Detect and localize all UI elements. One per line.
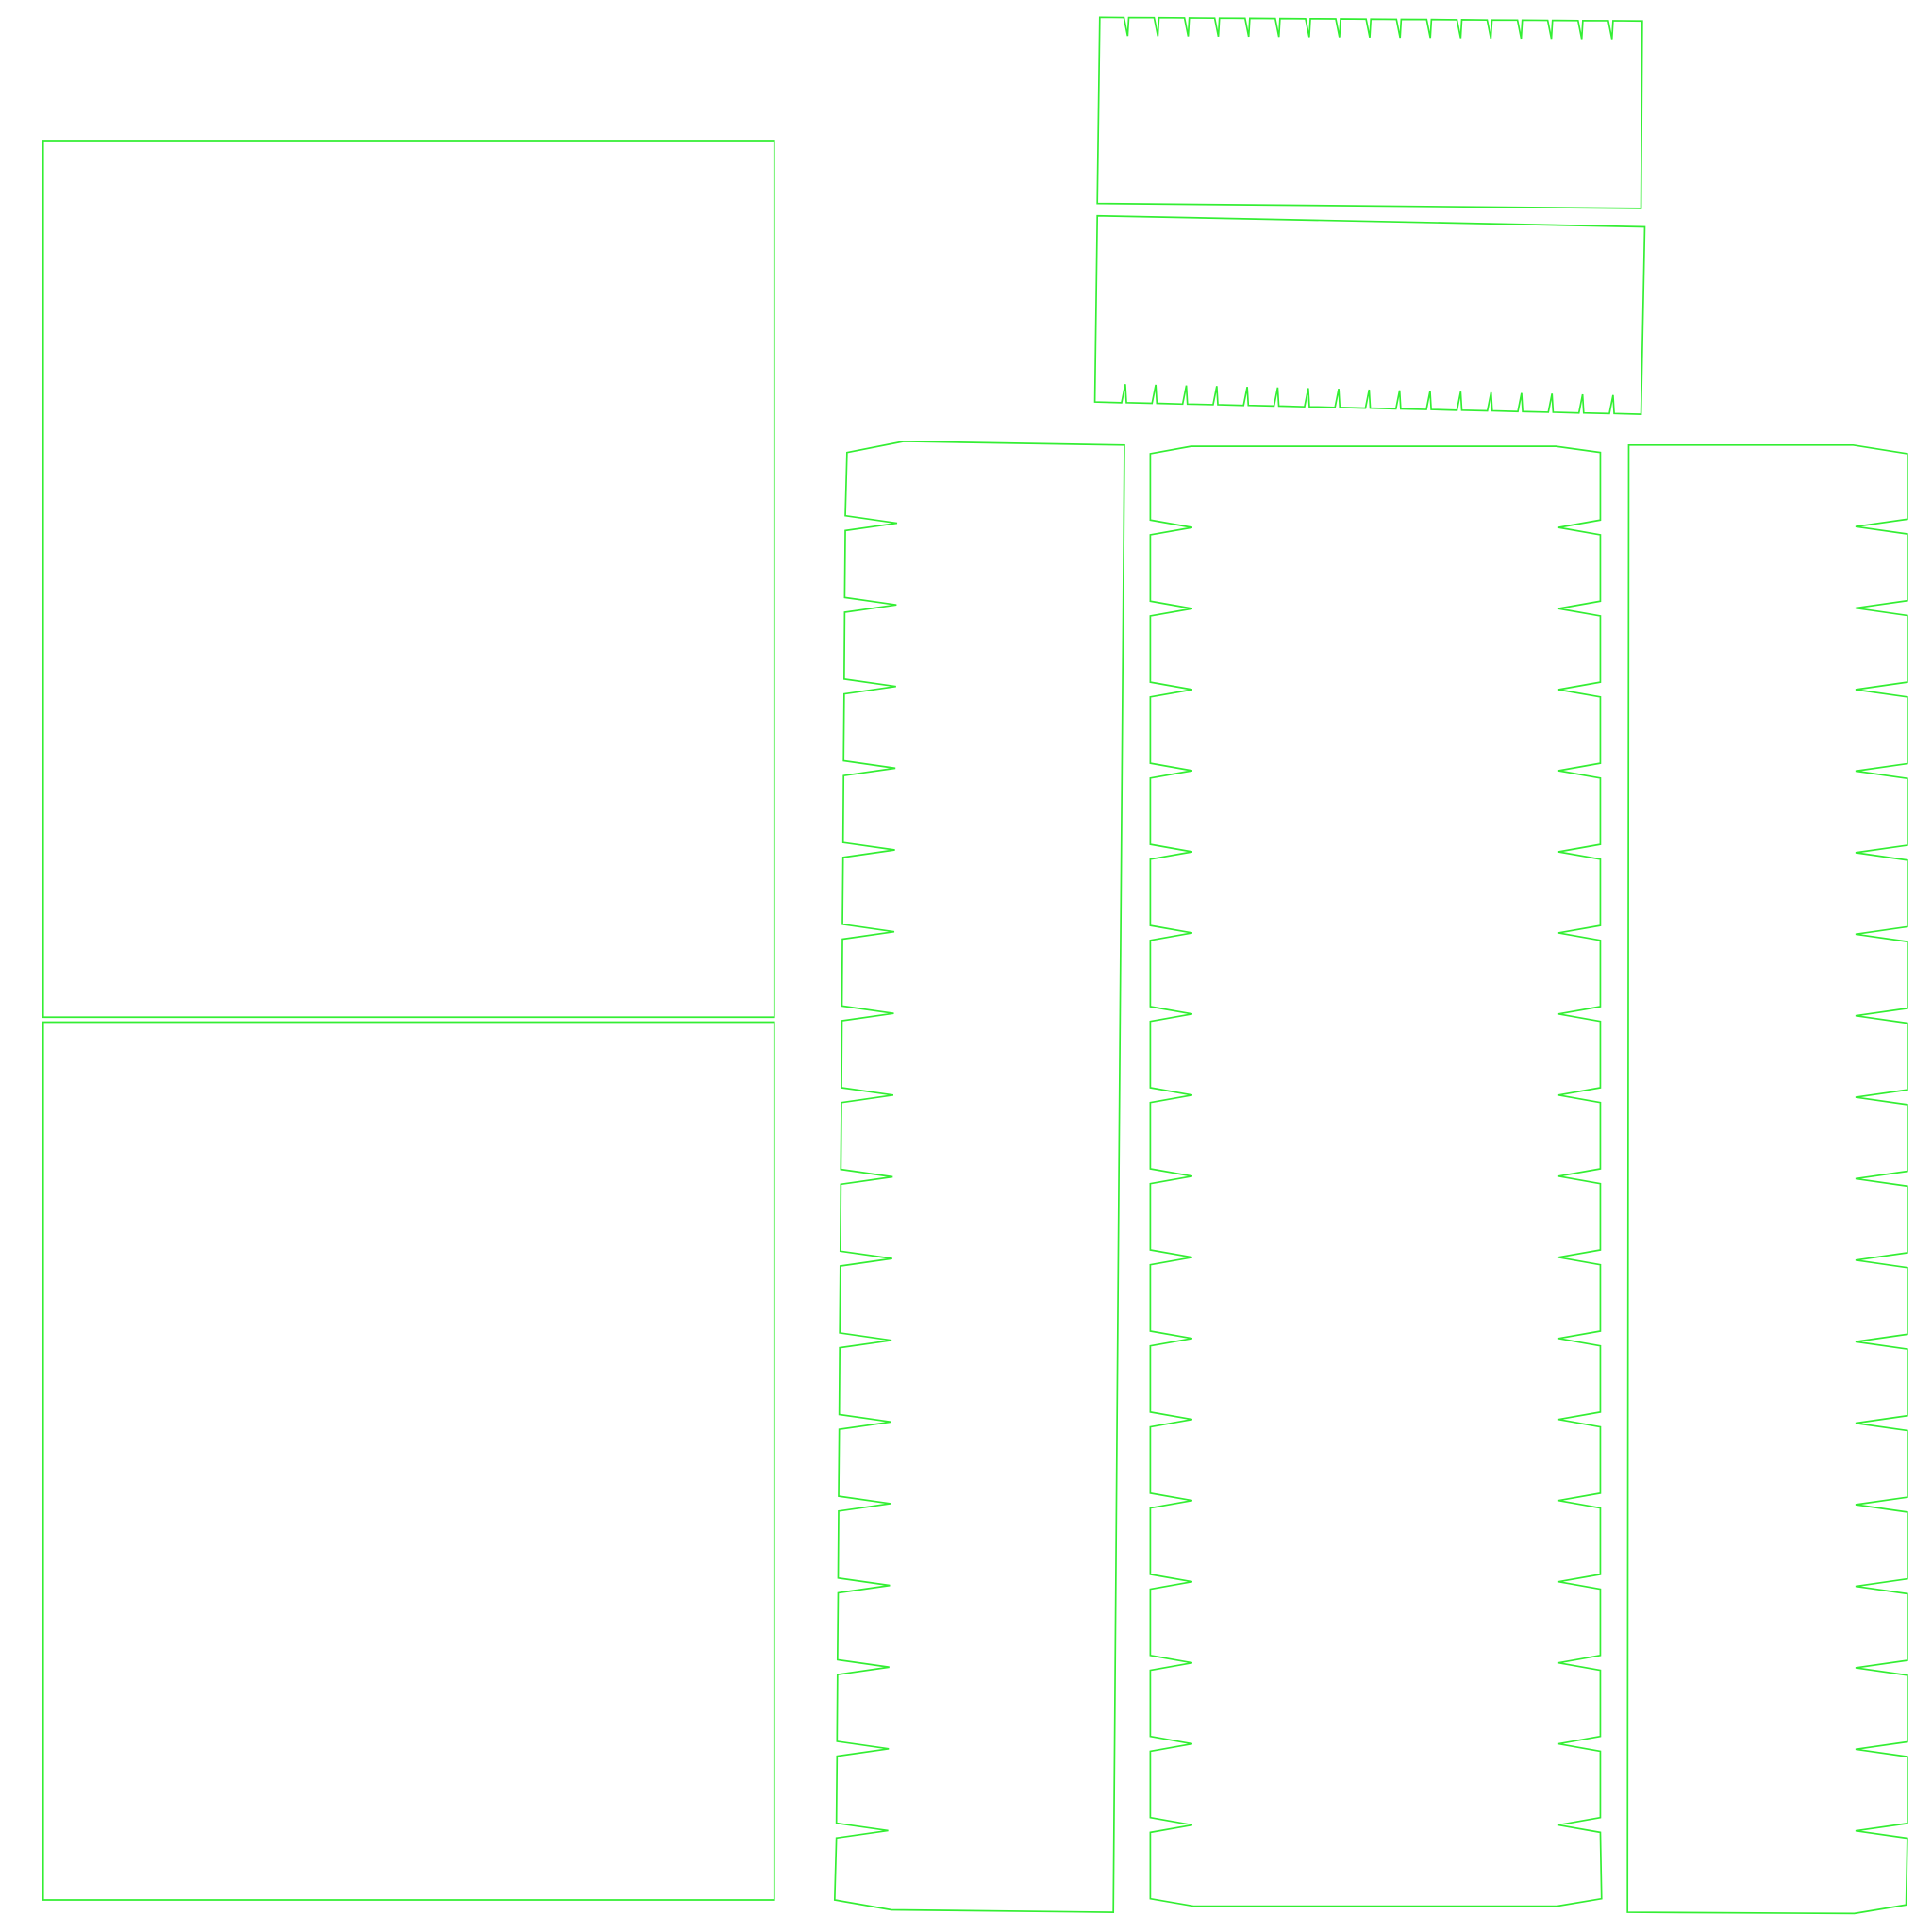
right-column-strip (1627, 445, 1907, 1914)
square-panel-bottom (43, 1022, 774, 1900)
left-column-strip (835, 441, 1124, 1912)
top-strip-lower (1095, 216, 1645, 414)
top-strip-upper (1097, 17, 1642, 208)
middle-column-strip (1150, 446, 1601, 1906)
square-panel-top (43, 141, 774, 1017)
